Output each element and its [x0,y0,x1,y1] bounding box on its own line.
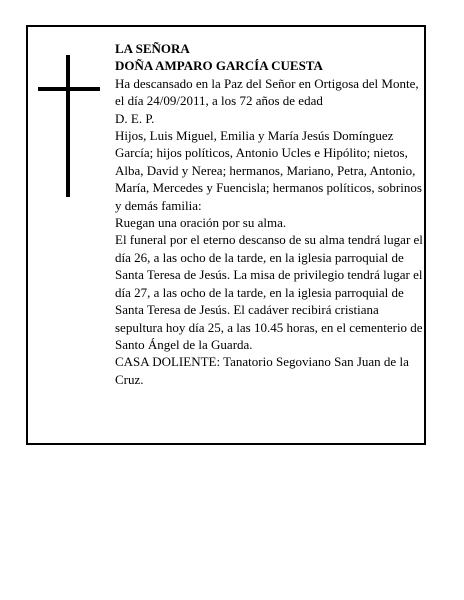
family-list: Hijos, Luis Miguel, Emilia y María Jesús Domínguez García; hijos políticos, Antonio Ucles e Hipólito; nietos, Alba, David y Nerea; hermanos, Mariano, Petra, Antonio, María, Mercedes y Fuencisla; hermanos políticos, sobrinos y demás familia: [115,128,422,213]
funeral-home: CASA DOLIENTE: Tanatorio Segoviano San Juan de la Cruz. [115,354,409,387]
deceased-name: DOÑA AMPARO GARCÍA CUESTA [115,58,323,74]
cross-vertical-bar [66,55,70,197]
notice-text [115,40,423,388]
death-info: Ha descansado en la Paz del Señor en Ortigosa del Monte, el día 24/09/2011, a los 72 años de edad [115,75,419,109]
heading-title: LA SEÑORA [115,41,190,56]
rip-text: D. E. P. [115,110,155,126]
cross-horizontal-bar [38,87,100,91]
prayer-request: Ruegan una oración por su alma. [115,215,287,231]
funeral-details: El funeral por el eterno descanso de su alma tendrá lugar el día 26, a las ocho de la tarde, en la iglesia parroquial de Santa Teresa de Jesús. La misa de privilegio tendrá lugar el día 27, a las ocho de la tarde, en la iglesia parroquial de Santa Teresa de Jesús. El cadáver recibirá cristiana sepultura hoy día 25, a las 10.45 horas, en el cementerio de Santo Ángel de la Guarda. [115,232,423,352]
cross-icon [38,55,100,197]
obituary-notice [26,25,426,445]
